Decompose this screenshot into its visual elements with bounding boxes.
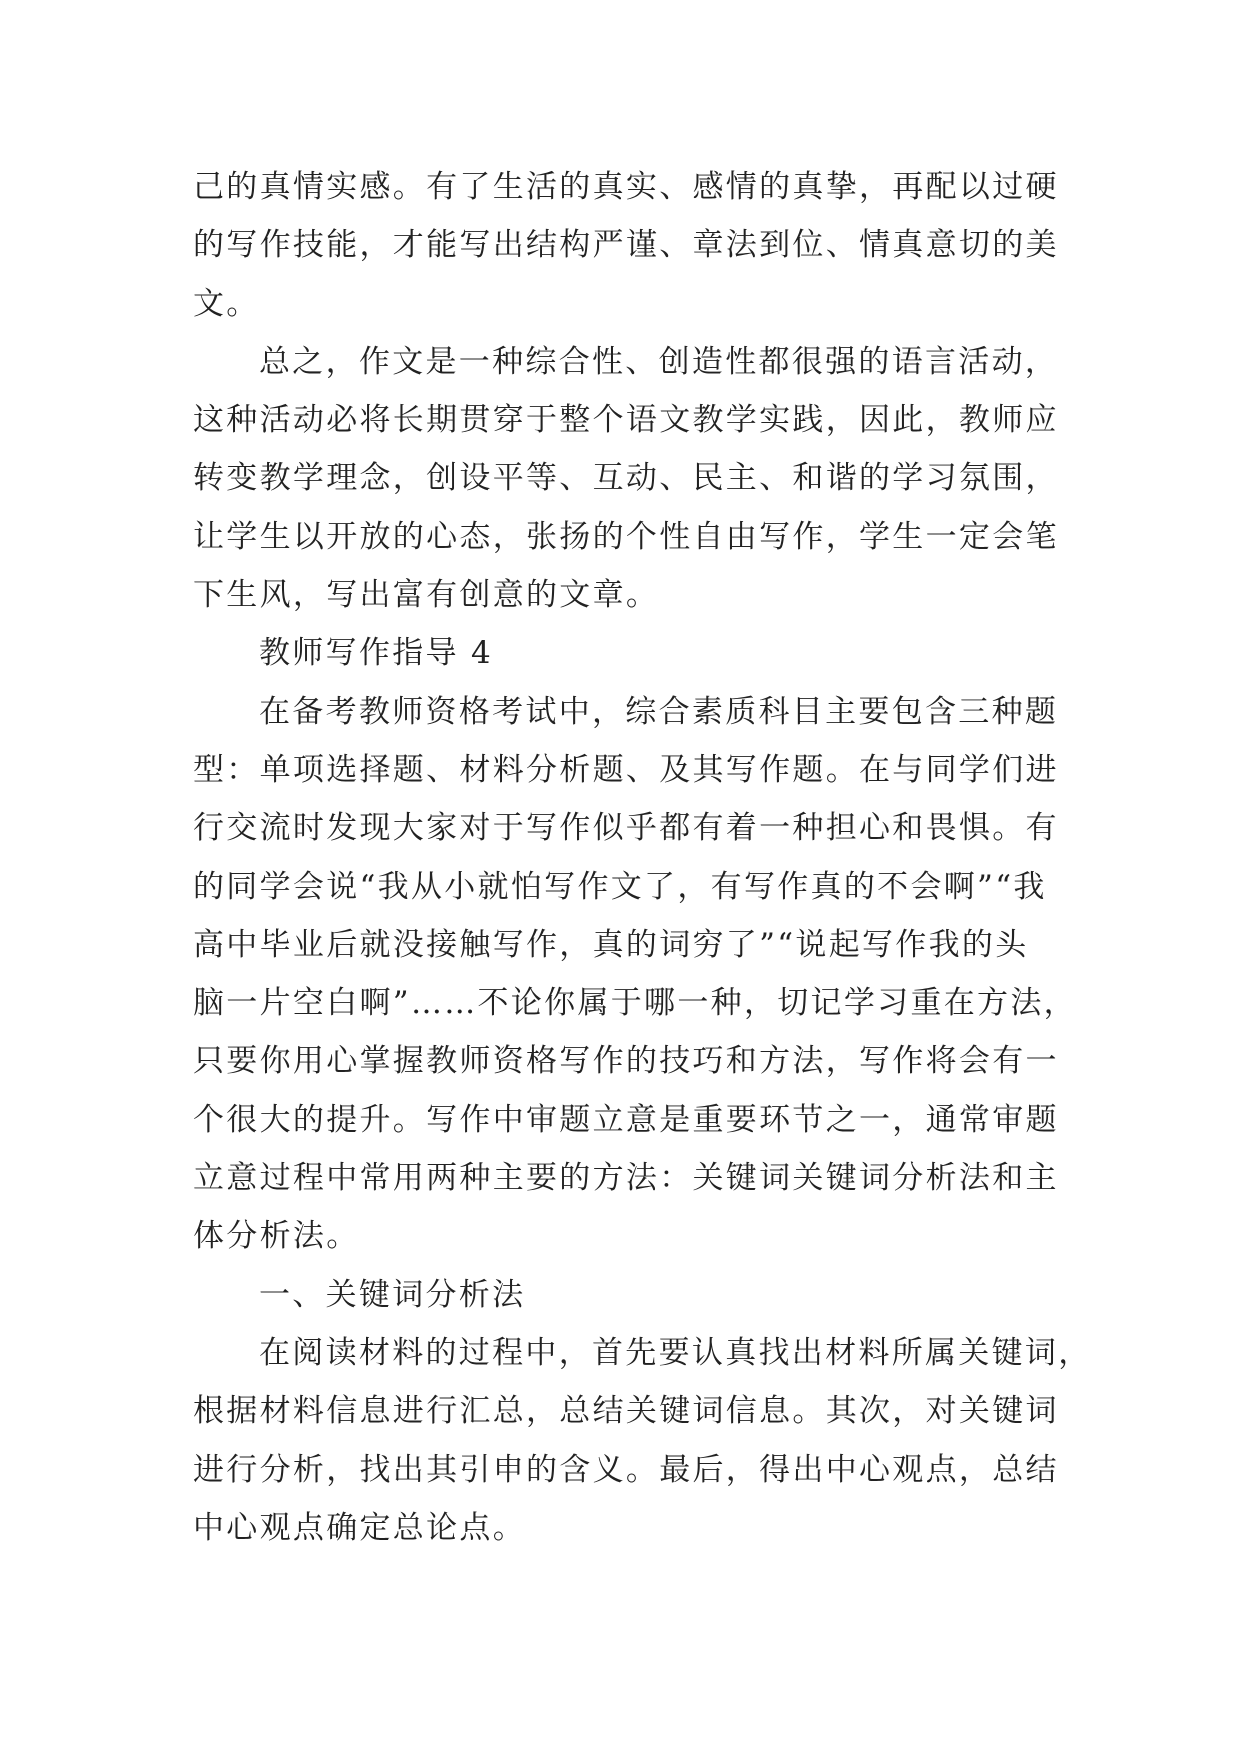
text-line-1: 己的真情实感。有了生活的真实、感情的真挚，再配以过硬 [193, 169, 1059, 205]
text-line-13: 的同学会说“我从小就怕写作文了，有写作真的不会啊”“我 [193, 868, 1047, 905]
text-line-15: 脑一片空白啊”……不论你属于哪一种，切记学习重在方法， [193, 985, 1077, 1022]
text-line-19: 体分析法。 [193, 1218, 360, 1255]
text-line-24: 中心观点确定总论点。 [193, 1509, 526, 1546]
text-line-18: 立意过程中常用两种主要的方法：关键词关键词分析法和主 [193, 1160, 1059, 1197]
section-heading-4: 教师写作指导 4 [259, 635, 493, 672]
text-line-8: 下生风，写出富有创意的文章。 [193, 577, 660, 614]
text-line-17: 个很大的提升。写作中审题立意是重要环节之一，通常审题 [193, 1101, 1059, 1138]
text-line-4: 总之，作文是一种综合性、创造性都很强的语言活动， [259, 343, 1059, 380]
text-line-3: 文。 [193, 285, 260, 322]
text-line-2: 的写作技能，才能写出结构严谨、章法到位、情真意切的美 [193, 227, 1059, 264]
text-line-6: 转变教学理念，创设平等、互动、民主、和谐的学习氛围， [193, 460, 1059, 497]
subsection-heading-keyword-analysis: 一、关键词分析法 [259, 1276, 526, 1313]
text-line-22: 根据材料信息进行汇总，总结关键词信息。其次，对关键词 [193, 1393, 1059, 1430]
text-line-21: 在阅读材料的过程中，首先要认真找出材料所属关键词， [259, 1334, 1092, 1371]
text-line-12: 行交流时发现大家对于写作似乎都有着一种担心和畏惧。有 [193, 810, 1059, 847]
document-page [193, 158, 1092, 1557]
text-line-14: 高中毕业后就没接触写作，真的词穷了”“说起写作我的头 [193, 926, 1029, 963]
text-line-16: 只要你用心掌握教师资格写作的技巧和方法，写作将会有一 [193, 1043, 1059, 1080]
text-line-23: 进行分析，找出其引申的含义。最后，得出中心观点，总结 [193, 1451, 1059, 1488]
text-line-11: 型：单项选择题、材料分析题、及其写作题。在与同学们进 [193, 751, 1059, 788]
text-line-10: 在备考教师资格考试中，综合素质科目主要包含三种题 [259, 693, 1059, 730]
text-line-7: 让学生以开放的心态，张扬的个性自由写作，学生一定会笔 [193, 518, 1059, 555]
text-line-5: 这种活动必将长期贯穿于整个语文教学实践，因此，教师应 [193, 402, 1059, 439]
